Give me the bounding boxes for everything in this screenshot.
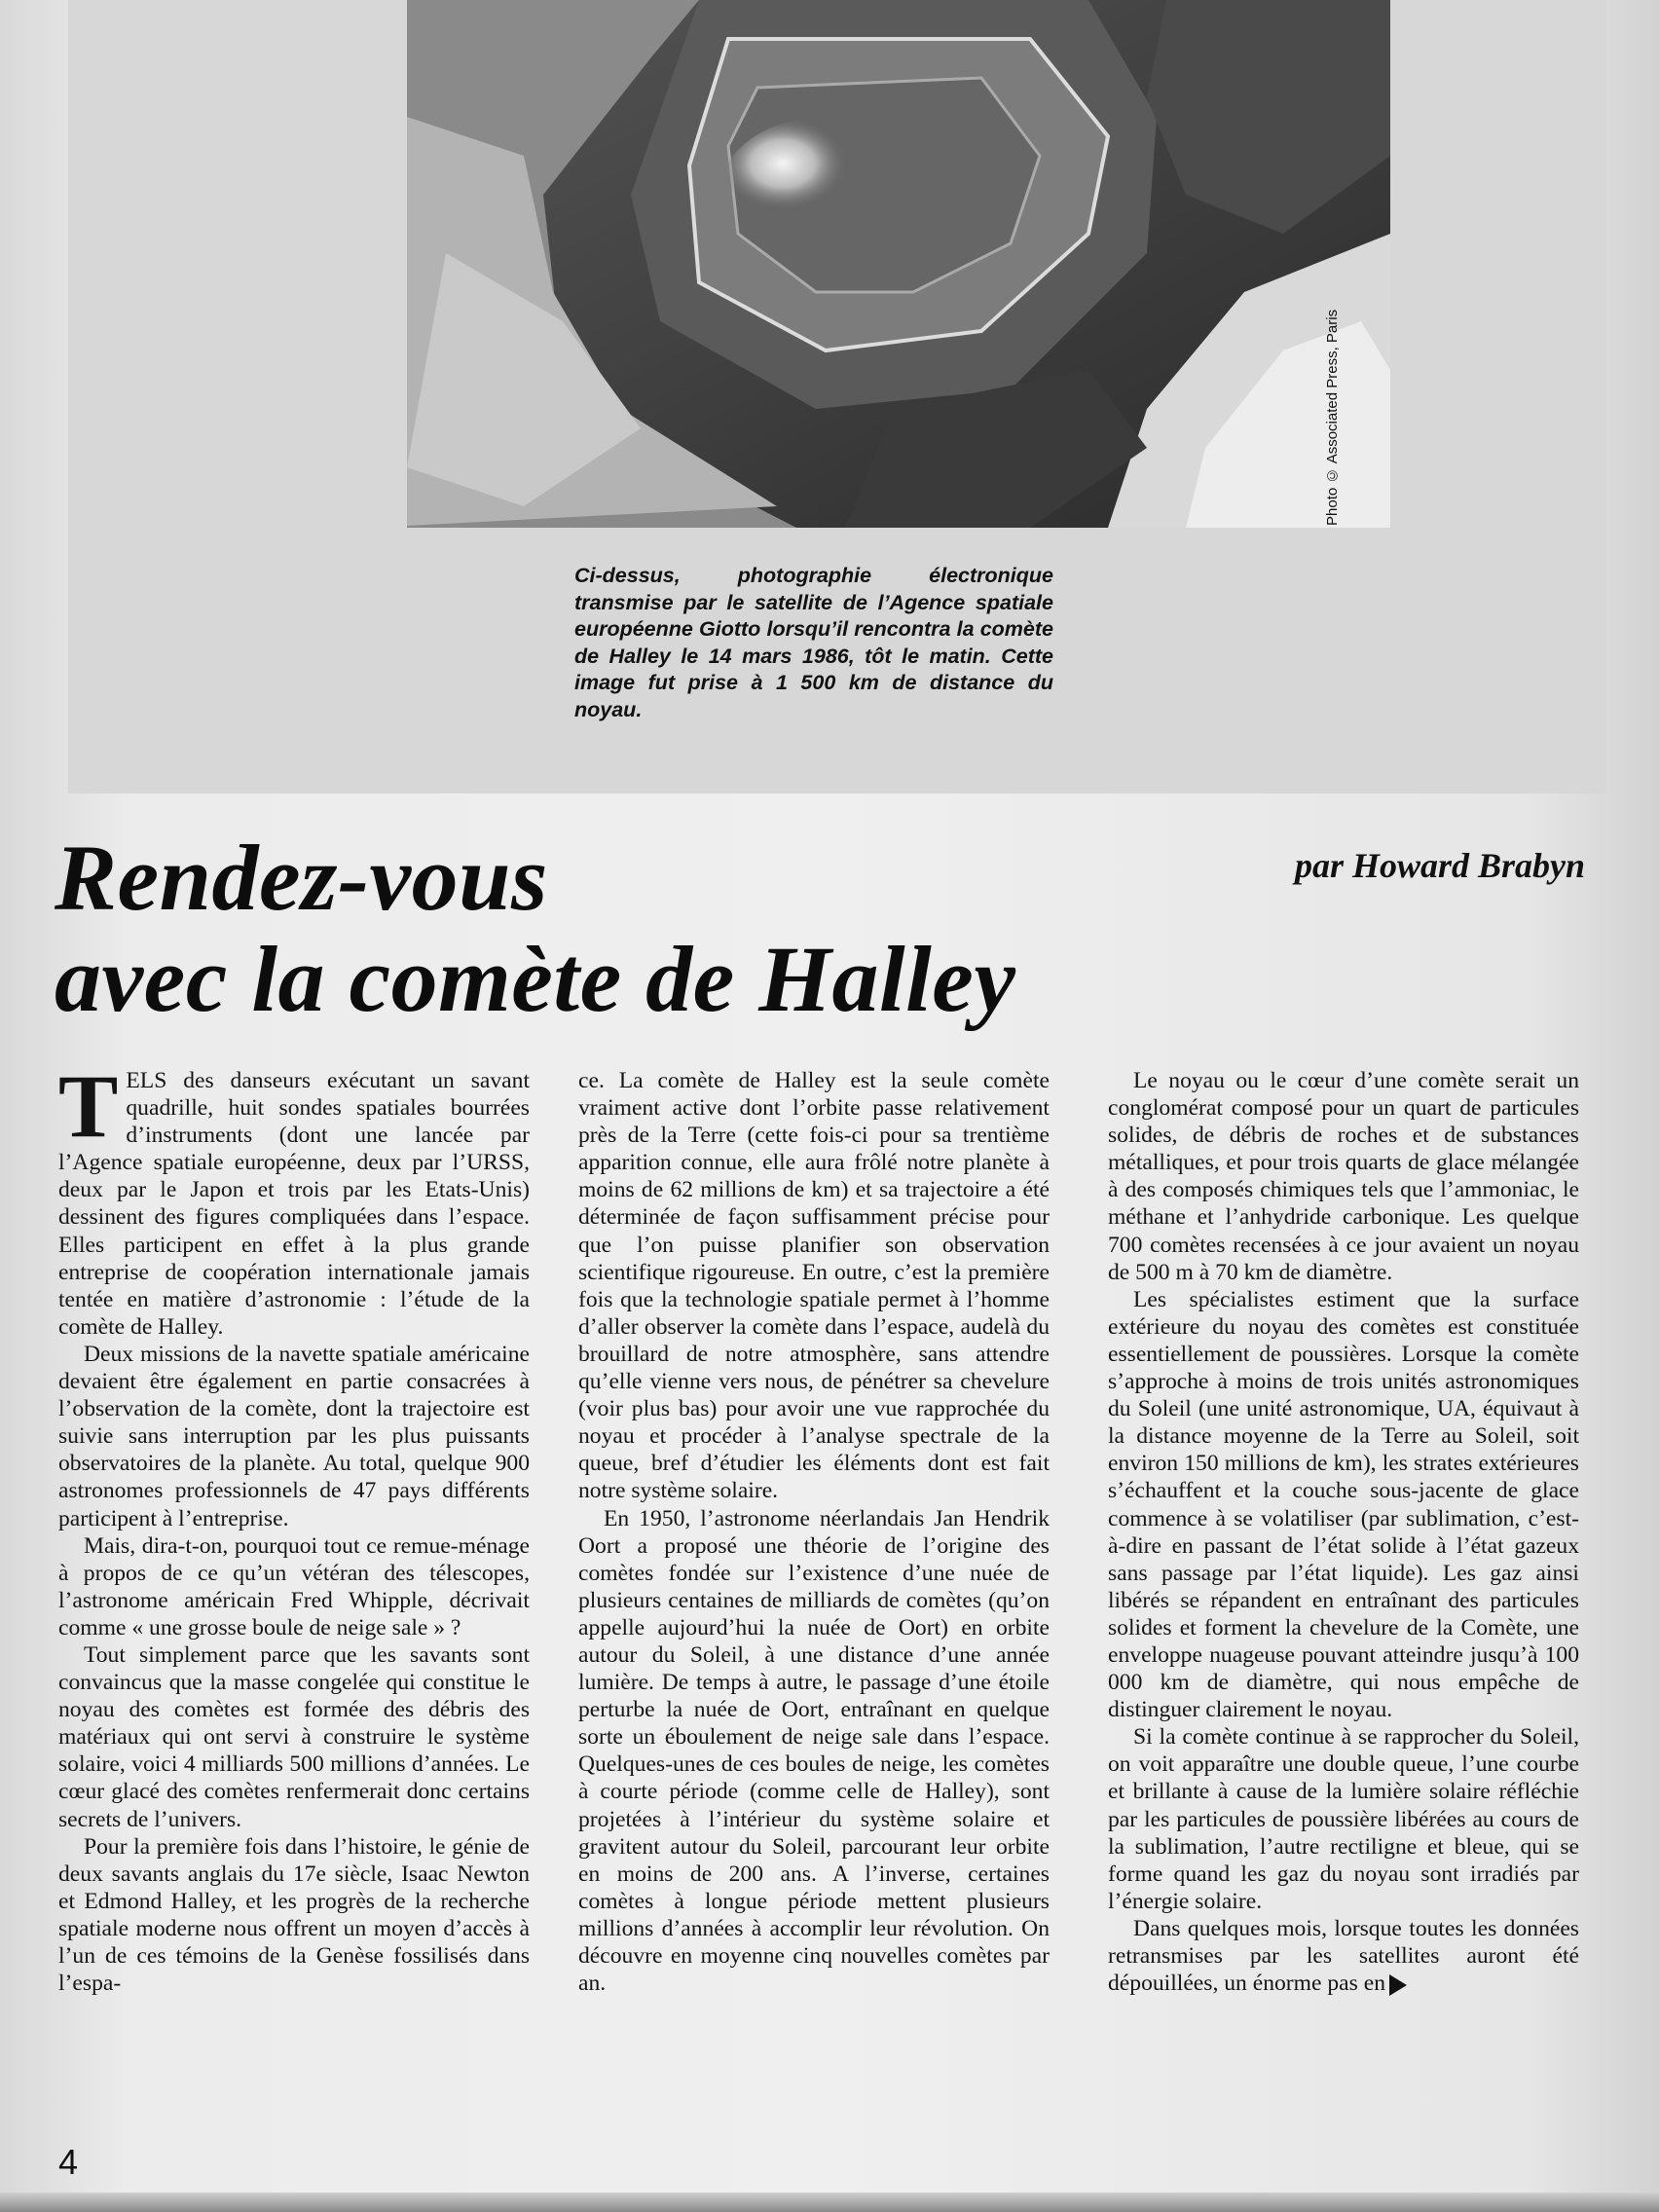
continue-arrow-icon	[1389, 1974, 1407, 1996]
paragraph: Mais, dira-t-on, pourquoi tout ce remue-ménage à propos de ce qu’un vétéran des télescopes, l’astronome américain Fred Whipple, décrivait comme « une grosse boule de neige sale » ?	[58, 1532, 530, 1641]
paragraph: Le noyau ou le cœur d’une comète serait un conglomérat composé pour un quart de particules solides, de débris de roches et de substances métalliques, et pour trois quarts de glace mélangée à des composés chimiques tels que l’ammoniac, le méthane et l’anhydride carbonique. Les quelque 700 comètes recensées à ce jour avaient un noyau de 500 m à 70 km de diamètre.	[1108, 1068, 1579, 1285]
title-line-2: avec la comète de Halley	[55, 927, 1016, 1031]
title-line-1: Rendez-vous	[55, 826, 548, 930]
comet-image-icon	[407, 0, 1390, 528]
paragraph: Deux missions de la navette spatiale américaine devaient être également en partie consacrées à l’observation de la comète, dont la trajectoire est suivie sans interruption par les plus puissants observatoires de la planète. Au total, quelque 900 astronomes professionnels de 47 pays différents participent à l’entreprise.	[58, 1341, 530, 1531]
paragraph: Les spécialistes estiment que la surface extérieure du noyau des comètes est constituée essentiellement de poussières. Lorsque la comète s’approche à moins de trois unités astronomiques du Soleil (une unité astronomique, UA, équivaut à la distance moyenne de la Terre au Soleil, soit environ 150 millions de km), les strates extérieures s’échauffent et la couche sous-jacente de glace commence à se volatiliser (par sublimation, c’est-à-dire en passant de l’état solide à l’état gazeux sans passage par l’état liquide). Les gaz ainsi libérés se répandent en entraînant des particules solides et forment la chevelure de la Comète, une enveloppe nuageuse pouvant atteindre jusqu’à 100 000 km de diamètre, qui nous empêche de distinguer clairement le noyau.	[1108, 1286, 1579, 1723]
photo-caption: Ci-dessus, photographie électronique transmise par le satellite de l’Agence spatiale européenne Giotto lorsqu’il rencontra la comète de Halley le 14 mars 1986, tôt le matin. Cette image fut prise à 1 500 km de distance du noyau.	[574, 564, 1053, 721]
paragraph	[1108, 1915, 1579, 1997]
paragraph-text: ELS des danseurs exécutant un savant quadrille, huit sondes spatiales bourrées d’instruments (dont une lancée par l’Agence spatiale européenne, deux par l’URSS, deux par le Japon et trois par les Etats-Unis) dessinent des figures compliquées dans l’espace. Elles participent en effet à la plus grande entreprise de coopération internationale jamais tentée en matière d’astronomie : l’étude de la comète de Halley.	[58, 1068, 530, 1340]
drop-cap: T	[58, 1056, 119, 1156]
author-byline: par Howard Brabyn	[1294, 846, 1585, 885]
article-title	[55, 828, 1125, 1030]
paragraph: ce. La comète de Halley est la seule comète vraiment active dont l’orbite passe relativement près de la Terre (cette fois-ci pour sa trentième apparition connue, elle aura frôlé notre planète à moins de 62 millions de km) et sa trajectoire a été déterminée de façon suffisamment précise pour que l’on puisse planifier son observation scientifique rigoureuse. En outre, c’est la première fois que la technologie spatiale permet à l’homme d’aller observer la comète dans l’espace, audelà du brouillard de notre atmosphère, sans attendre qu’elle vienne vers nous, de pénétrer sa chevelure (voir plus bas) pour avoir une vue rapprochée du noyau et procéder à l’analyse spectrale de la queue, bref d’étudier les éléments dont est fait notre système solaire.	[578, 1068, 1050, 1504]
text-column-1	[58, 1056, 530, 1997]
page-edge	[0, 2193, 1659, 2212]
paragraph-text: Dans quelques mois, lorsque toutes les données retransmises par les satellites auront été dépouillées, un énorme pas en	[1108, 1915, 1579, 1997]
page-number: 4	[58, 2142, 79, 2182]
paragraph: Tout simplement parce que les savants sont convaincus que la masse congelée qui constitue le noyau des comètes est formée des débris des matériaux qui ont servi à construire le système solaire, voici 4 milliards 500 millions d’années. Le cœur glacé des comètes renfermerait donc certains secrets de l’univers.	[58, 1641, 530, 1832]
paragraph: En 1950, l’astronome néerlandais Jan Hendrik Oort a proposé une théorie de l’origine des comètes fondée sur l’existence d’une nuée de plusieurs centaines de milliards de comètes (qu’on appelle aujourd’hui la nuée de Oort) en orbite autour du Soleil, à une distance d’une année lumière. De temps à autre, le passage d’une étoile perturbe la nuée de Oort, entraînant en quelque sorte un éboulement de neige sale dans l’espace. Quelques-unes de ces boules de neige, les comètes à courte période (comme celle de Halley), sont projetées à l’intérieur du système solaire et gravitent autour du Soleil, parcourant leur orbite en moins de 200 ans. A l’inverse, certaines comètes à longue période mettent plusieurs millions d’années à accomplir leur révolution. On découvre en moyenne cinq nouvelles comètes par an.	[578, 1505, 1050, 1997]
comet-nucleus-photo	[407, 0, 1390, 528]
paragraph	[58, 1056, 530, 1341]
text-column-2	[578, 1067, 1050, 1997]
text-column-3	[1108, 1067, 1579, 1997]
photo-credit: Photo © Associated Press, Paris	[1324, 309, 1341, 526]
paragraph: Si la comète continue à se rapprocher du Soleil, on voit apparaître une double queue, l’une courbe et brillante à cause de la lumière solaire réfléchie par les particules de poussière libérées au cours de la sublimation, l’autre rectiligne et bleue, qui se forme quand les gaz du noyau sont irradiés par l’énergie solaire.	[1108, 1724, 1579, 1914]
paragraph: Pour la première fois dans l’histoire, le génie de deux savants anglais du 17e siècle, Isaac Newton et Edmond Halley, et les progrès de la recherche spatiale moderne nous offrent un moyen d’accès à l’un de ces témoins de la Genèse fossilisés dans l’espa-	[58, 1833, 530, 1997]
